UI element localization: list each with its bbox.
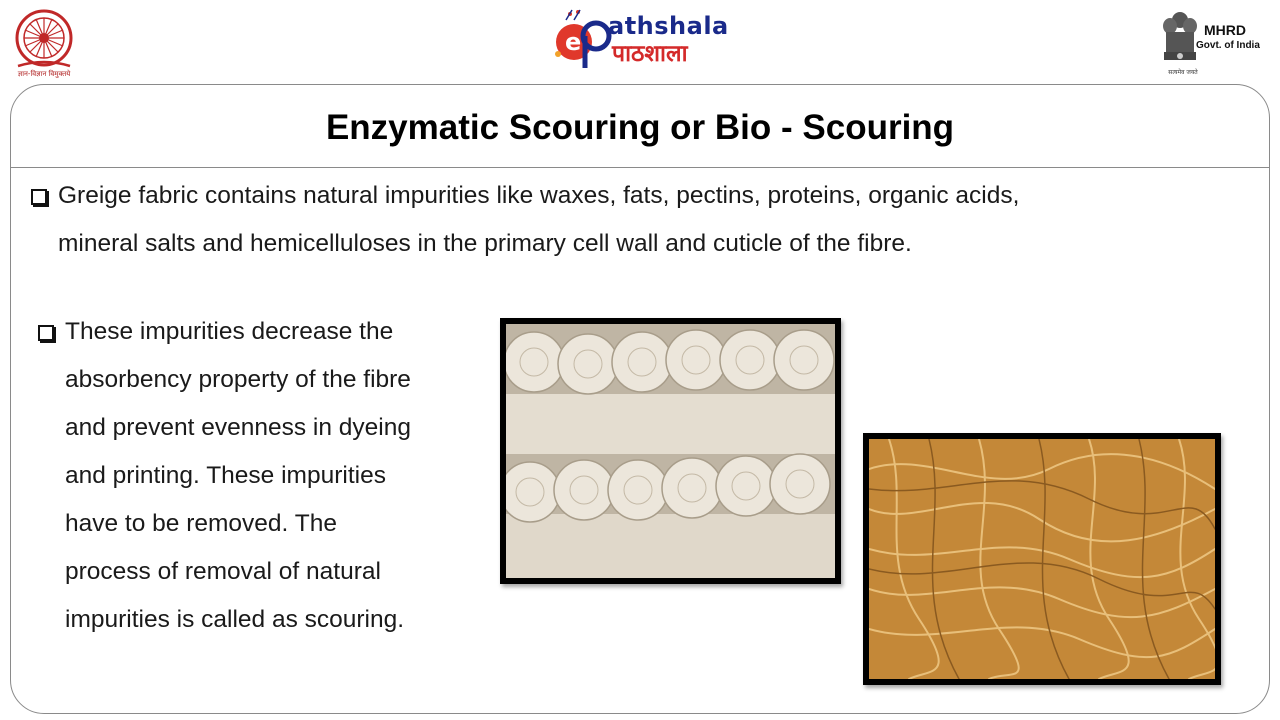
bullet-2-line-7: impurities is called as scouring.	[65, 606, 405, 633]
cotton-fibre-photo-icon	[869, 439, 1215, 679]
ugc-caption: ज्ञान-विज्ञान विमुक्तये	[17, 70, 71, 78]
bullet-1-line-1: Greige fabric contains natural impurities like waxes, fats, pectins, proteins, organic acids,	[58, 182, 1020, 209]
mhrd-subtitle: Govt. of India	[1196, 40, 1260, 51]
svg-text:e: e	[565, 28, 582, 56]
cotton-fibre-photo	[863, 433, 1221, 685]
title-bar	[11, 85, 1269, 168]
bullet-2-line-4: and printing. These impurities	[65, 462, 386, 489]
fabric-rolls-photo	[500, 318, 841, 584]
bullet-2	[65, 308, 485, 644]
epathshala-text-english: athshala	[608, 12, 729, 40]
bullet-2-line-2: absorbency property of the fibre	[65, 366, 411, 393]
bullet-2-line-5: have to be removed. The	[65, 510, 337, 537]
bullet-2-line-6: process of removal of natural	[65, 558, 381, 585]
ashoka-emblem-icon	[1160, 8, 1200, 68]
mhrd-caption: सत्यमेव जयते	[1168, 69, 1198, 76]
checkbox-bullet-icon	[38, 325, 54, 341]
epathshala-text-hindi: पाठशाला	[612, 41, 688, 67]
fabric-rolls-photo-icon	[506, 324, 835, 578]
mhrd-title: MHRD	[1204, 22, 1246, 38]
header	[0, 0, 1280, 84]
bullet-2-line-3: and prevent evenness in dyeing	[65, 414, 411, 441]
bullet-2-line-1: These impurities decrease the	[65, 318, 394, 345]
bullet-1	[58, 172, 1178, 268]
checkbox-bullet-icon	[31, 189, 47, 205]
bullet-1-line-2: mineral salts and hemicelluloses in the primary cell wall and cuticle of the fibre.	[58, 230, 912, 257]
slide-title: Enzymatic Scouring or Bio - Scouring	[325, 108, 955, 147]
